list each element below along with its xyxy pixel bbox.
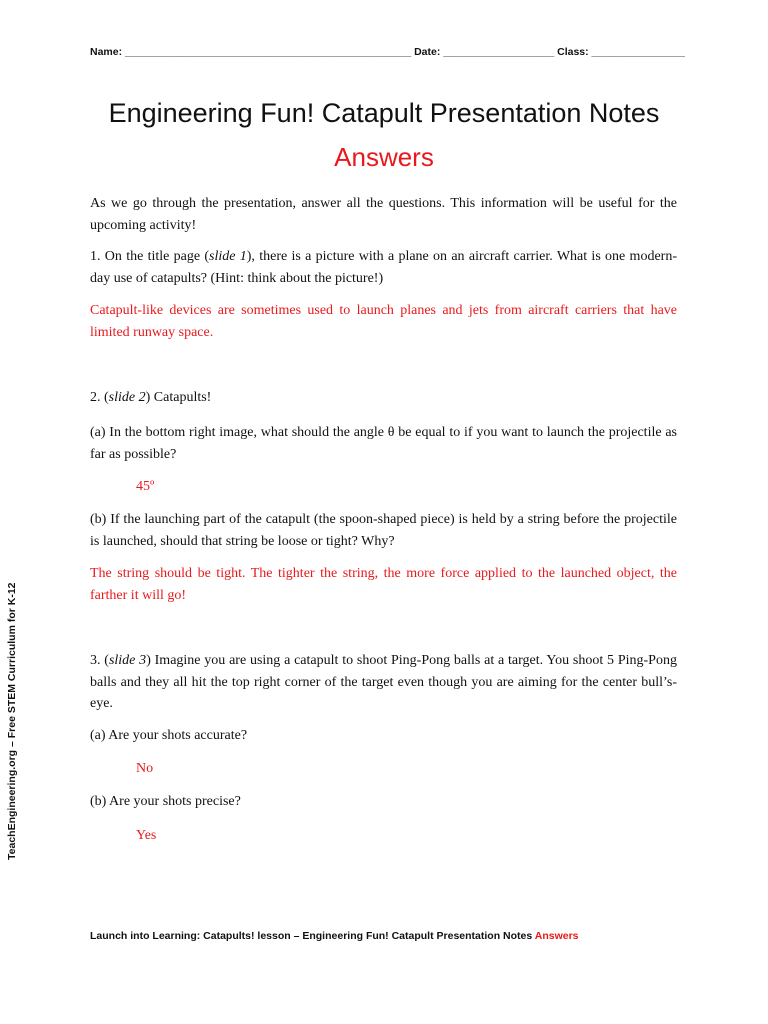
answer-3a: No <box>136 761 154 776</box>
page-subtitle: Answers <box>334 142 434 172</box>
question-2 <box>90 387 677 409</box>
question-3-number: 3. ( <box>90 653 109 668</box>
footer-answers-label: Answers <box>534 930 579 942</box>
question-2-number: 2. ( <box>90 390 109 405</box>
question-2b: (b) If the launching part of the catapult (the spoon-shaped piece) is held by a string before the projectile is launched, should that string be loose or tight? Why? <box>90 512 677 549</box>
question-3-slide-ref: slide 3 <box>108 653 147 668</box>
question-3a: (a) Are your shots accurate? <box>90 728 248 743</box>
question-2-text: ) Catapults! <box>145 390 212 405</box>
question-3-text: ) Imagine you are using a catapult to shoot Ping-Pong balls at a target. You shoot 5 Ping-Pong balls and they all hit the top right corner of the target even though you are aiming for the center bull’s-eye. <box>90 653 677 711</box>
question-2-slide-ref: slide 2 <box>108 390 146 405</box>
intro-paragraph: As we go through the presentation, answer all the questions. This information will be useful for the upcoming activity! <box>90 196 677 233</box>
question-1 <box>90 246 677 289</box>
answer-2a: 45º <box>136 479 155 494</box>
question-1-number: 1. On the title page ( <box>90 249 210 264</box>
answer-1: Catapult-like devices are sometimes used to launch planes and jets from aircraft carriers that have limited runway space. <box>90 303 677 340</box>
question-1-text: ), there is a picture with a plane on an aircraft carrier. What is one modern-day use of catapults? (Hint: think about the picture!) <box>90 249 677 286</box>
question-3b: (b) Are your shots precise? <box>90 794 241 809</box>
question-2a: (a) In the bottom right image, what should the angle θ be equal to if you want to launch the projectile as far as possible? <box>90 425 677 462</box>
question-3 <box>90 650 677 715</box>
header-name-date-class: Name: _________________________________________________ Date: ___________________ Class: ________________ <box>90 46 685 58</box>
answer-3b: Yes <box>136 828 157 843</box>
footer-text: Launch into Learning: Catapults! lesson – Engineering Fun! Catapult Presentation Notes <box>90 930 535 942</box>
page-footer <box>90 930 690 942</box>
sidebar-credit: TeachEngineering.org – Free STEM Curriculum for K-12 <box>6 582 18 860</box>
answer-2b: The string should be tight. The tighter the string, the more force applied to the launched object, the farther it will go! <box>90 566 677 603</box>
page-title: Engineering Fun! Catapult Presentation Notes <box>108 98 660 128</box>
question-1-slide-ref: slide 1 <box>209 249 247 264</box>
